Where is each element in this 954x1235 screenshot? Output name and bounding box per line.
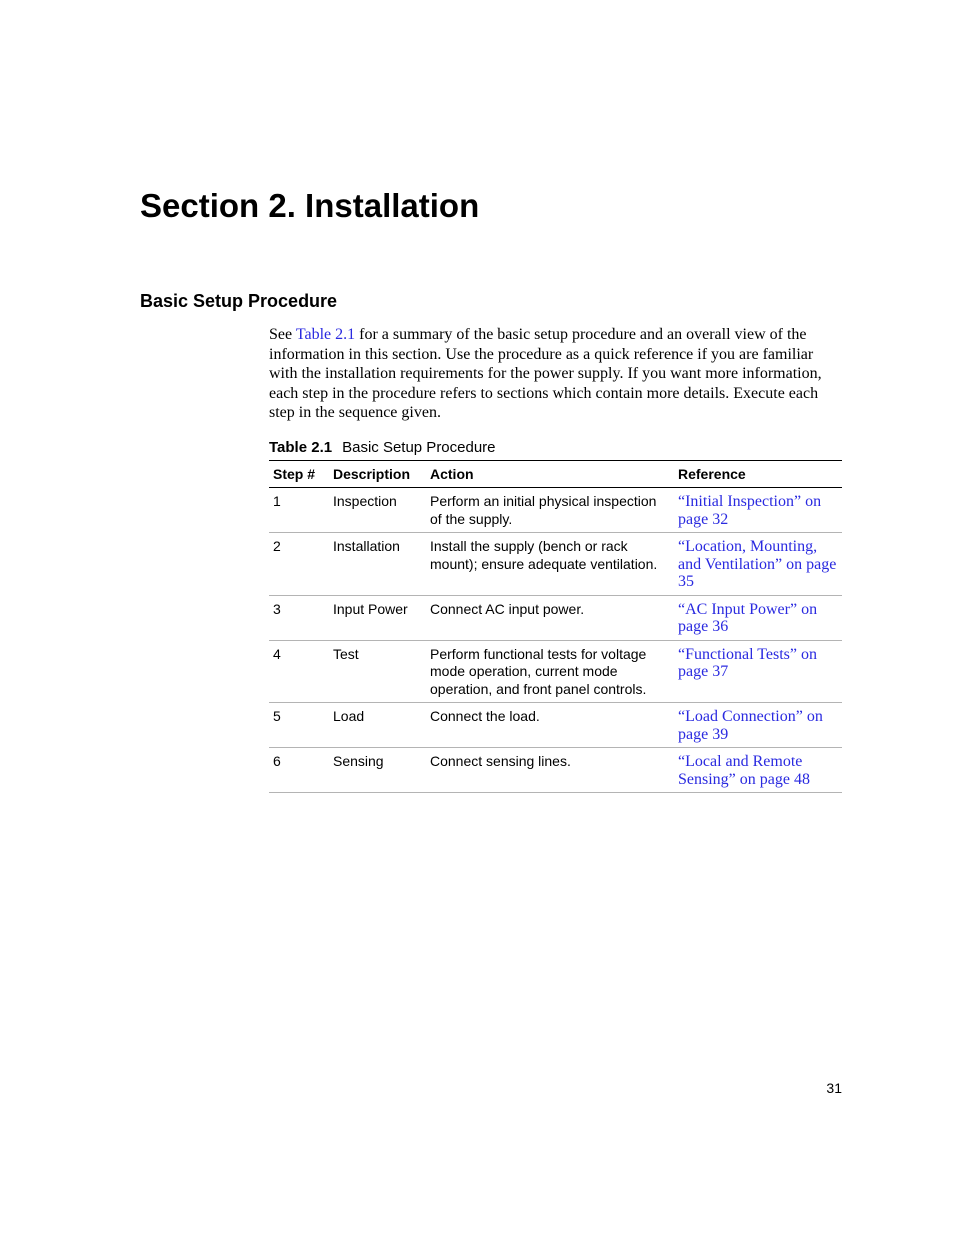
cell-action: Perform an initial physical inspection of the supply. xyxy=(426,488,674,533)
cell-action: Install the supply (bench or rack mount); ensure adequate ventilation. xyxy=(426,533,674,596)
cell-description: Inspection xyxy=(329,488,426,533)
intro-text-after-link: for a summary of the basic setup procedure and an overall view of the information in this section. Use the procedure as a quick reference if you are familiar with the installation requirements for the power supply. If you want more information, each step in the procedure refers to sections which contain more details. Execute each step in the sequence given. xyxy=(269,326,822,421)
cell-step: 5 xyxy=(269,703,329,748)
cell-step: 3 xyxy=(269,595,329,640)
cell-action: Connect the load. xyxy=(426,703,674,748)
table-row xyxy=(269,488,842,533)
cell-description: Input Power xyxy=(329,595,426,640)
cell-description: Installation xyxy=(329,533,426,596)
cell-reference xyxy=(674,640,842,703)
header-action: Action xyxy=(426,461,674,488)
cell-description: Test xyxy=(329,640,426,703)
table-reference-link[interactable]: Table 2.1 xyxy=(295,326,356,343)
cell-description: Load xyxy=(329,703,426,748)
header-description: Description xyxy=(329,461,426,488)
cell-description: Sensing xyxy=(329,748,426,793)
header-step: Step # xyxy=(269,461,329,488)
table-row xyxy=(269,640,842,703)
cell-action: Connect sensing lines. xyxy=(426,748,674,793)
reference-link[interactable]: “Location, Mounting, and Ventilation” on page 35 xyxy=(678,538,837,590)
table-row xyxy=(269,703,842,748)
cell-step: 6 xyxy=(269,748,329,793)
page-number: 31 xyxy=(826,1080,842,1096)
cell-step: 2 xyxy=(269,533,329,596)
section-title: Section 2. Installation xyxy=(140,187,480,224)
table-row xyxy=(269,595,842,640)
table-caption-label: Table 2.1 xyxy=(269,439,333,456)
cell-reference xyxy=(674,533,842,596)
intro-paragraph xyxy=(269,325,844,423)
table-row xyxy=(269,748,842,793)
cell-step: 4 xyxy=(269,640,329,703)
cell-reference xyxy=(674,595,842,640)
table-header-row xyxy=(269,461,842,488)
table-caption-title: Basic Setup Procedure xyxy=(342,439,496,456)
subsection-title: Basic Setup Procedure xyxy=(140,291,338,311)
header-reference: Reference xyxy=(674,461,842,488)
reference-link[interactable]: “Local and Remote Sensing” on page 48 xyxy=(678,753,810,788)
cell-step: 1 xyxy=(269,488,329,533)
reference-link[interactable]: “Load Connection” on page 39 xyxy=(678,708,823,743)
cell-action: Connect AC input power. xyxy=(426,595,674,640)
reference-link[interactable]: “Initial Inspection” on page 32 xyxy=(678,493,822,528)
reference-link[interactable]: “AC Input Power” on page 36 xyxy=(678,600,818,635)
table-caption xyxy=(269,438,496,458)
cell-action: Perform functional tests for voltage mode operation, current mode operation, and front panel controls. xyxy=(426,640,674,703)
setup-procedure-table xyxy=(269,460,842,793)
reference-link[interactable]: “Functional Tests” on page 37 xyxy=(678,645,818,680)
cell-reference xyxy=(674,748,842,793)
table-row xyxy=(269,533,842,596)
cell-reference xyxy=(674,488,842,533)
intro-text-before-link: See xyxy=(269,326,296,343)
cell-reference xyxy=(674,703,842,748)
